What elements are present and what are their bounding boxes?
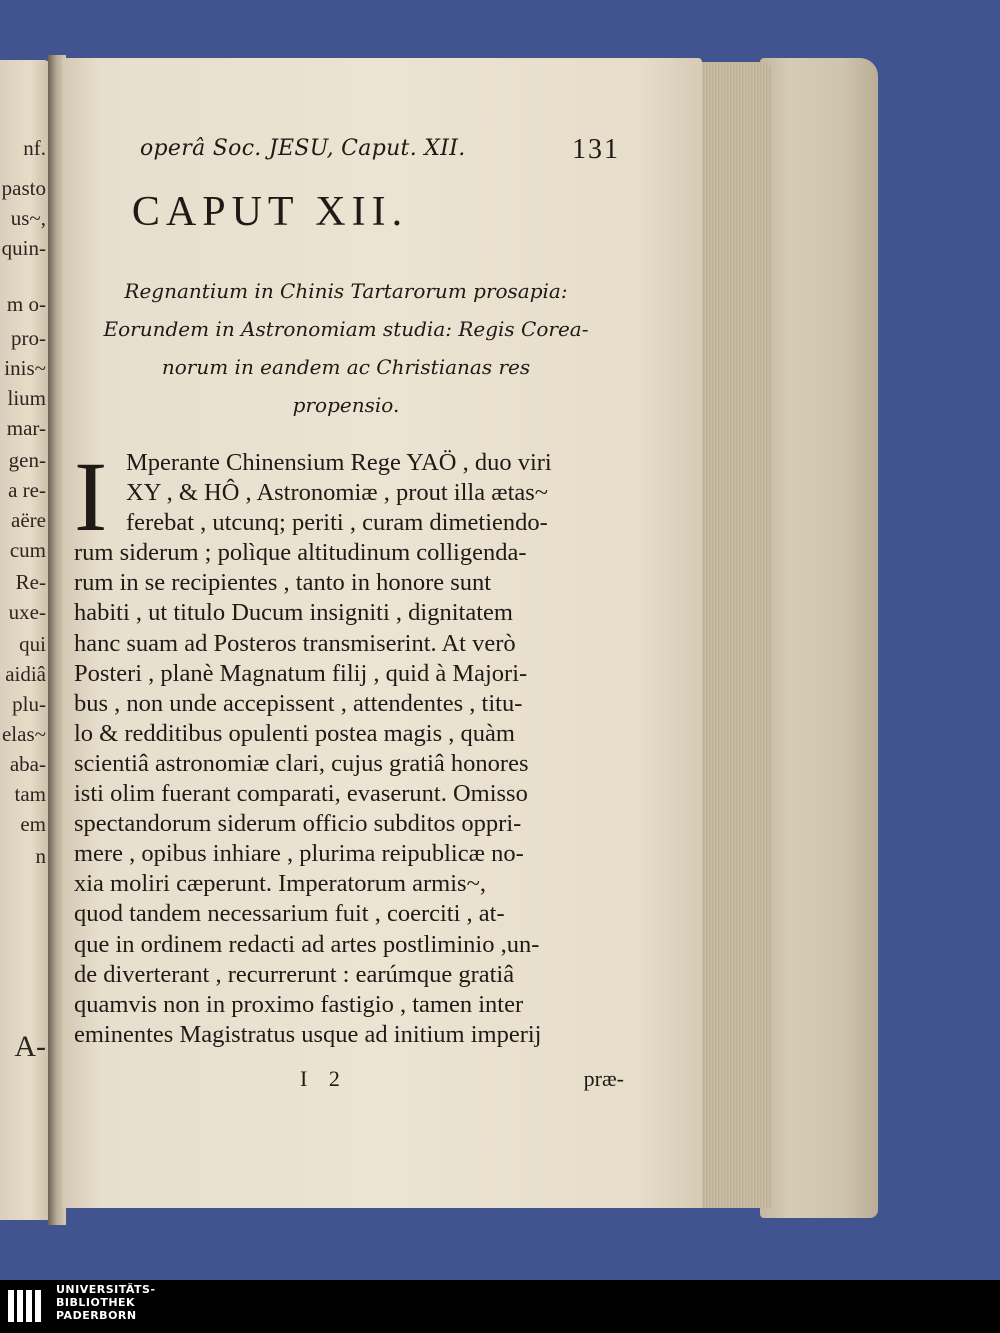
left-page-fragment: mar- <box>6 416 46 440</box>
summary-line: norum in eandem ac Christianas res <box>161 355 531 379</box>
body-line: Mperante Chinensium Rege YAÖ , duo viri <box>126 449 552 476</box>
body-line: spectandorum siderum officio subditos oppri- <box>74 810 522 838</box>
body-line: isti olim fuerant comparati, evaserunt. Omisso <box>74 780 528 808</box>
body-text <box>74 441 624 1050</box>
body-line: quod tandem necessarium fuit , coerciti , at- <box>74 900 505 928</box>
body-line: ferebat , utcunq; periti , curam dimetiendo- <box>126 509 548 537</box>
left-page-fragment: us~, <box>10 206 46 230</box>
summary-line: Eorundem in Astronomiam studia: Regis Corea- <box>103 317 589 341</box>
left-page-fragment: m o- <box>6 292 46 316</box>
body-line: mere , opibus inhiare , plurima reipublicæ no- <box>74 840 524 868</box>
drop-cap: I <box>74 441 108 552</box>
body-line: que in ordinem redacti ad artes postliminio ,un- <box>74 930 540 958</box>
body-line: bus , non unde accepissent , attendentes , titu- <box>74 689 523 717</box>
library-footer-bar <box>0 1280 1000 1333</box>
left-page-fragment: pro- <box>11 326 46 350</box>
body-line: habiti , ut titulo Ducum insigniti , dignitatem <box>74 599 513 627</box>
library-name-line: PADERBORN <box>56 1309 137 1322</box>
running-head: operâ Soc. JESU, Caput. XII. <box>140 136 466 161</box>
body-line: eminentes Magistratus usque ad initium imperij <box>74 1020 542 1048</box>
left-page-fragment: inis~ <box>4 356 46 380</box>
left-page-fragment: aba- <box>9 752 46 776</box>
left-page-fragment: aëre <box>11 508 46 532</box>
left-page-fragment: cum <box>9 538 46 562</box>
left-page-fragment: A- <box>14 1030 46 1063</box>
chapter-summary <box>66 272 626 424</box>
body-line: xia moliri cæperunt. Imperatorum armis~, <box>74 870 486 898</box>
summary-line: Regnantium in Chinis Tartarorum prosapia: <box>124 279 568 303</box>
left-page-fragment: plu- <box>12 692 46 716</box>
left-page-fragment: lium <box>7 386 46 410</box>
body-line: de diverterant , recurrerunt : earúmque gratiâ <box>74 960 515 988</box>
page-block-edges <box>702 62 772 1208</box>
left-page-fragment: Re- <box>15 570 46 594</box>
catchword: præ- <box>583 1066 624 1091</box>
body-line: Posteri , planè Magnatum filij , quid à Majori- <box>74 659 528 687</box>
chapter-title: CAPUT XII. <box>131 189 409 235</box>
library-name-line: UNIVERSITÄTS- <box>56 1283 156 1296</box>
left-page-fragment: em <box>20 812 46 836</box>
body-line: lo & redditibus opulenti postea magis , quàm <box>74 719 515 747</box>
left-page-fragment: tam <box>14 782 46 806</box>
body-line: hanc suam ad Posteros transmiserint. At verò <box>74 629 516 657</box>
page-header <box>140 136 630 176</box>
left-page-fragment: aidiâ <box>5 662 46 686</box>
book-binding <box>760 58 878 1218</box>
left-page-fragment: pasto <box>1 176 46 200</box>
left-page-fragment: gen- <box>8 448 46 472</box>
left-page-fragment: uxe- <box>8 600 46 624</box>
left-page-fragment: nf. <box>23 136 46 160</box>
body-line: quamvis non in proximo fastigio , tamen inter <box>74 990 524 1018</box>
library-name <box>56 1283 156 1322</box>
page-footer <box>74 1066 624 1096</box>
left-page-fragment: a re- <box>8 478 46 502</box>
left-page-fragment: n <box>35 844 46 868</box>
body-line: scientiâ astronomiæ clari, cujus gratiâ honores <box>74 749 529 777</box>
left-page-fragment: quin- <box>1 236 46 260</box>
left-page-fragment: elas~ <box>1 722 46 746</box>
body-line: XY , & HÔ , Astronomiæ , prout illa ætas~ <box>126 479 549 507</box>
body-line: rum in se recipientes , tanto in honore sunt <box>74 569 492 597</box>
body-line: rum siderum ; polìque altitudinum colligenda- <box>74 539 527 567</box>
library-name-line: BIBLIOTHEK <box>56 1296 136 1309</box>
left-page-fragment: qui <box>19 632 46 656</box>
library-logo-icon <box>6 1286 46 1326</box>
page-number: 131 <box>572 134 620 165</box>
summary-line: propensio. <box>292 393 400 417</box>
signature-mark: I 2 <box>300 1066 348 1091</box>
